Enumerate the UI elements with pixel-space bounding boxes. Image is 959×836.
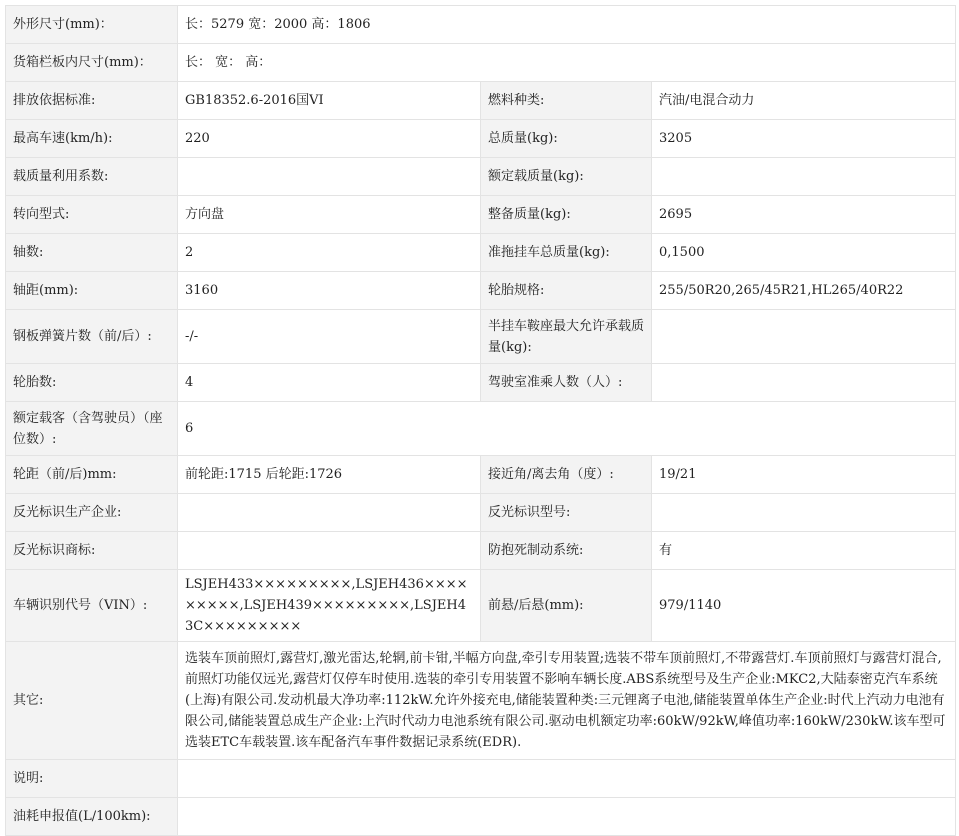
fuel-consumption-value bbox=[178, 798, 956, 836]
reflector-brand-value bbox=[178, 532, 481, 570]
cab-seats-label: 驾驶室准乘人数（人）: bbox=[481, 364, 652, 402]
angle-value: 19/21 bbox=[652, 456, 956, 494]
angle-label: 接近角/离去角（度）: bbox=[481, 456, 652, 494]
table-row bbox=[6, 494, 956, 532]
fuel-value: 汽油/电混合动力 bbox=[652, 82, 956, 120]
tire-spec-value: 255/50R20,265/45R21,HL265/40R22 bbox=[652, 272, 956, 310]
fuel-consumption-label: 油耗申报值(L/100km): bbox=[6, 798, 178, 836]
fuel-label: 燃料种类: bbox=[481, 82, 652, 120]
rated-load-label: 额定载质量(kg): bbox=[481, 158, 652, 196]
table-row bbox=[6, 196, 956, 234]
abs-label: 防抱死制动系统: bbox=[481, 532, 652, 570]
cargo-box-value: 长： 宽： 高： bbox=[178, 44, 956, 82]
axles-label: 轴数: bbox=[6, 234, 178, 272]
tire-spec-label: 轮胎规格: bbox=[481, 272, 652, 310]
tires-value: 4 bbox=[178, 364, 481, 402]
table-row bbox=[6, 402, 956, 456]
max-speed-value: 220 bbox=[178, 120, 481, 158]
reflector-maker-value bbox=[178, 494, 481, 532]
track-label: 轮距（前/后)mm: bbox=[6, 456, 178, 494]
trailer-mass-label: 准拖挂车总质量(kg): bbox=[481, 234, 652, 272]
emission-label: 排放依据标准: bbox=[6, 82, 178, 120]
dimensions-label: 外形尺寸(mm)： bbox=[6, 6, 178, 44]
total-mass-value: 3205 bbox=[652, 120, 956, 158]
reflector-brand-label: 反光标识商标: bbox=[6, 532, 178, 570]
abs-value: 有 bbox=[652, 532, 956, 570]
reflector-model-label: 反光标识型号: bbox=[481, 494, 652, 532]
curb-mass-label: 整备质量(kg): bbox=[481, 196, 652, 234]
overhang-label: 前悬/后悬(mm): bbox=[481, 570, 652, 642]
table-row bbox=[6, 120, 956, 158]
note-value bbox=[178, 760, 956, 798]
vehicle-spec-table bbox=[5, 5, 956, 836]
table-row bbox=[6, 158, 956, 196]
table-row bbox=[6, 310, 956, 364]
saddle-load-value bbox=[652, 310, 956, 364]
steering-label: 转向型式: bbox=[6, 196, 178, 234]
load-coeff-label: 载质量利用系数: bbox=[6, 158, 178, 196]
trailer-mass-value: 0,1500 bbox=[652, 234, 956, 272]
emission-value: GB18352.6-2016国VI bbox=[178, 82, 481, 120]
leaf-spring-value: -/- bbox=[178, 310, 481, 364]
vin-label: 车辆识别代号（VIN）: bbox=[6, 570, 178, 642]
other-label: 其它: bbox=[6, 642, 178, 760]
table-row bbox=[6, 532, 956, 570]
table-row bbox=[6, 272, 956, 310]
table-row bbox=[6, 6, 956, 44]
table-row bbox=[6, 760, 956, 798]
reflector-maker-label: 反光标识生产企业: bbox=[6, 494, 178, 532]
saddle-load-label: 半挂车鞍座最大允许承载质量(kg): bbox=[481, 310, 652, 364]
track-value: 前轮距:1715 后轮距:1726 bbox=[178, 456, 481, 494]
passengers-value: 6 bbox=[178, 402, 956, 456]
steering-value: 方向盘 bbox=[178, 196, 481, 234]
note-label: 说明: bbox=[6, 760, 178, 798]
cab-seats-value bbox=[652, 364, 956, 402]
vin-value: LSJEH433×××××××××,LSJEH436×××××××××,LSJEH439×××××××××,LSJEH43C××××××××× bbox=[178, 570, 481, 642]
other-value: 选装车顶前照灯,露营灯,激光雷达,轮辋,前卡钳,半幅方向盘,牵引专用装置;选装不带车顶前照灯,不带露营灯.车顶前照灯与露营灯混合,前照灯功能仅远光,露营灯仅停车时使用.选装的牵引专用装置不影响车辆长度.ABS系统型号及生产企业:MKC2,大陆泰密克汽车系统(上海)有限公司.发动机最大净功率:112kW.允许外接充电,储能装置种类:三元锂离子电池,储能装置单体生产企业:时代上汽动力电池有限公司,储能装置总成生产企业:上汽时代动力电池系统有限公司.驱动电机额定功率:60kW/92kW,峰值功率:160kW/230kW.该车型可选装ETC车载装置.该车配备汽车事件数据记录系统(EDR). bbox=[178, 642, 956, 760]
table-row bbox=[6, 798, 956, 836]
passengers-label: 额定载客（含驾驶员）（座位数）: bbox=[6, 402, 178, 456]
curb-mass-value: 2695 bbox=[652, 196, 956, 234]
table-row bbox=[6, 364, 956, 402]
table-row bbox=[6, 456, 956, 494]
max-speed-label: 最高车速(km/h): bbox=[6, 120, 178, 158]
table-row bbox=[6, 44, 956, 82]
wheelbase-value: 3160 bbox=[178, 272, 481, 310]
load-coeff-value bbox=[178, 158, 481, 196]
table-row bbox=[6, 570, 956, 642]
total-mass-label: 总质量(kg): bbox=[481, 120, 652, 158]
dimensions-value: 长：5279 宽：2000 高：1806 bbox=[178, 6, 956, 44]
tires-label: 轮胎数: bbox=[6, 364, 178, 402]
table-row bbox=[6, 234, 956, 272]
table-row bbox=[6, 642, 956, 760]
reflector-model-value bbox=[652, 494, 956, 532]
axles-value: 2 bbox=[178, 234, 481, 272]
overhang-value: 979/1140 bbox=[652, 570, 956, 642]
table-row bbox=[6, 82, 956, 120]
wheelbase-label: 轴距(mm): bbox=[6, 272, 178, 310]
cargo-box-label: 货箱栏板内尺寸(mm)： bbox=[6, 44, 178, 82]
leaf-spring-label: 钢板弹簧片数（前/后）: bbox=[6, 310, 178, 364]
rated-load-value bbox=[652, 158, 956, 196]
